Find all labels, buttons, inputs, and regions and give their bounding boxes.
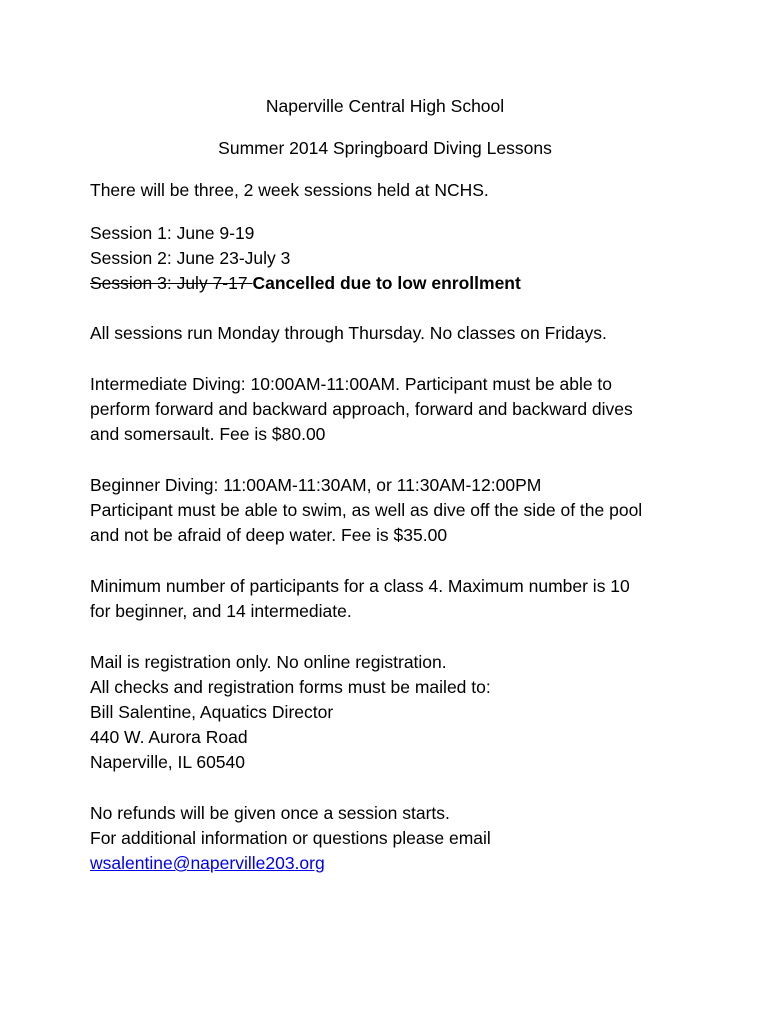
beginner-line-2: Participant must be able to swim, as well as dive off the side of the pool (90, 500, 643, 520)
document-title: Summer 2014 Springboard Diving Lessons (218, 138, 552, 158)
intermediate-line-1: Intermediate Diving: 10:00AM-11:00AM. Participant must be able to (90, 374, 613, 394)
session-1: Session 1: June 9-19 (90, 223, 255, 243)
refund-policy: No refunds will be given once a session starts. (90, 803, 450, 823)
registration-street: 440 W. Aurora Road (90, 727, 248, 747)
capacity-line-2: for beginner, and 14 intermediate. (90, 601, 352, 621)
beginner-line-1: Beginner Diving: 11:00AM-11:30AM, or 11:30AM-12:00PM (90, 475, 542, 495)
registration-line-2: All checks and registration forms must be mailed to: (90, 677, 491, 697)
intermediate-line-2: perform forward and backward approach, forward and backward dives (90, 399, 633, 419)
session-3 (90, 271, 521, 296)
email-link[interactable]: wsalentine@naperville203.org (90, 853, 325, 873)
session-3-struck: Session 3: July 7-17 (90, 273, 253, 293)
beginner-line-3: and not be afraid of deep water. Fee is $35.00 (90, 525, 448, 545)
intermediate-line-3: and somersault. Fee is $80.00 (90, 424, 326, 444)
intro-text: There will be three, 2 week sessions held at NCHS. (90, 180, 489, 200)
contact-prompt: For additional information or questions please email (90, 828, 491, 848)
registration-line-1: Mail is registration only. No online registration. (90, 652, 447, 672)
session-2: Session 2: June 23-July 3 (90, 248, 291, 268)
capacity-line-1: Minimum number of participants for a class 4. Maximum number is 10 (90, 576, 630, 596)
registration-contact-name: Bill Salentine, Aquatics Director (90, 702, 334, 722)
session-3-cancelled-note: Cancelled due to low enrollment (252, 273, 521, 293)
schedule-text: All sessions run Monday through Thursday. No classes on Fridays. (90, 323, 607, 343)
email-line (90, 851, 325, 876)
registration-city: Naperville, IL 60540 (90, 752, 246, 772)
school-name: Naperville Central High School (265, 96, 505, 116)
